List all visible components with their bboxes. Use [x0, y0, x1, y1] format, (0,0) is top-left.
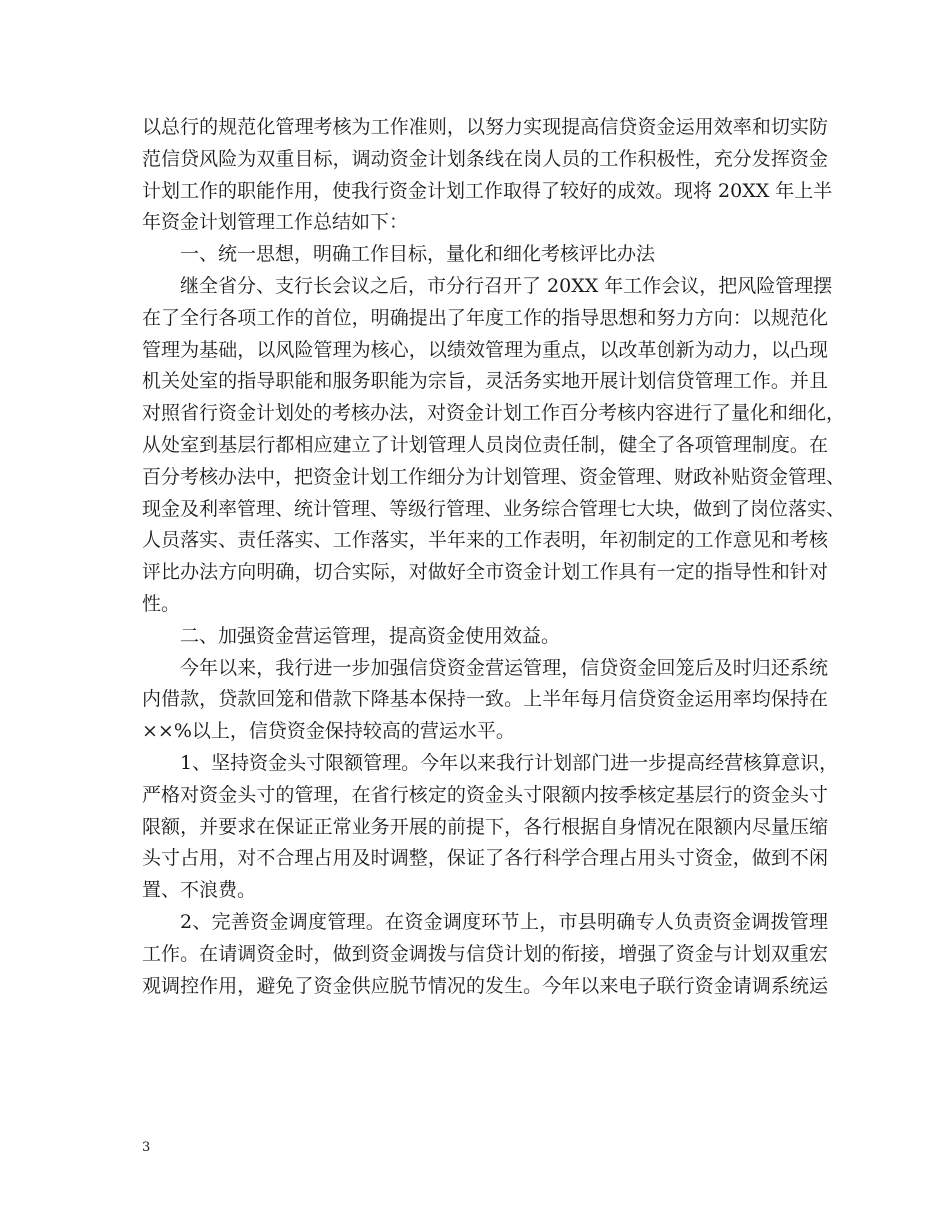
text-line: 1、坚持资金头寸限额管理。今年以来我行计划部门进一步提高经营核算意识，: [180, 751, 839, 774]
text-line: 在了全行各项工作的首位，明确提出了年度工作的指导思想和努力方向：以规范化: [142, 306, 828, 329]
text-line: 计划工作的职能作用，使我行资金计划工作取得了较好的成效。现将 20XX 年上半: [142, 179, 833, 202]
text-line: 严格对资金头寸的管理，在省行核定的资金头寸限额内按季核定基层行的资金头寸: [142, 783, 828, 806]
text-line: 机关处室的指导职能和服务职能为宗旨，灵活务实地开展计划信贷管理工作。并且: [142, 370, 828, 393]
text-line: 今年以来，我行进一步加强信贷资金营运管理，信贷资金回笼后及时归还系统: [180, 656, 828, 679]
text-line: 对照省行资金计划处的考核办法，对资金计划工作百分考核内容进行了量化和细化，: [142, 402, 846, 425]
text-line: 继全省分、支行长会议之后，市分行召开了 20XX 年工作会议，把风险管理摆: [180, 274, 833, 297]
page-number: 3: [142, 1140, 151, 1155]
text-line: 年资金计划管理工作总结如下：: [142, 211, 409, 234]
body-text: [142, 112, 846, 1002]
text-line: 范信贷风险为双重目标，调动资金计划条线在岗人员的工作积极性，充分发挥资金: [142, 147, 828, 170]
text-line: 现金及利率管理、统计管理、等级行管理、业务综合管理七大块，做到了岗位落实、: [142, 497, 846, 520]
text-line: 2、完善资金调度管理。在资金调度环节上，市县明确专人负责资金调拨管理: [180, 910, 828, 933]
text-line: 置、不浪费。: [142, 879, 257, 902]
section-heading: 二、加强资金营运管理，提高资金使用效益。: [180, 624, 561, 647]
text-line: 从处室到基层行都相应建立了计划管理人员岗位责任制，健全了各项管理制度。在: [142, 433, 828, 456]
section-heading: 一、统一思想，明确工作目标，量化和细化考核评比办法: [180, 243, 656, 266]
text-line: 评比办法方向明确，切合实际，对做好全市资金计划工作具有一定的指导性和针对: [142, 561, 828, 584]
text-line: 内借款，贷款回笼和借款下降基本保持一致。上半年每月信贷资金运用率均保持在: [142, 688, 828, 711]
text-line: 限额，并要求在保证正常业务开展的前提下，各行根据自身情况在限额内尽量压缩: [142, 815, 828, 838]
text-line: 以总行的规范化管理考核为工作准则，以努力实现提高信贷资金运用效率和切实防: [142, 116, 828, 138]
text-line: 头寸占用，对不合理占用及时调整，保证了各行科学合理占用头寸资金，做到不闲: [142, 847, 828, 870]
text-line: 管理为基础，以风险管理为核心，以绩效管理为重点，以改革创新为动力，以凸现: [142, 338, 828, 361]
text-line: ××%以上，信贷资金保持较高的营运水平。: [142, 720, 515, 743]
text-line: 人员落实、责任落实、工作落实，半年来的工作表明，年初制定的工作意见和考核: [142, 529, 828, 552]
text-line: 观调控作用，避免了资金供应脱节情况的发生。今年以来电子联行资金请调系统运: [142, 974, 828, 997]
text-line: 工作。在请调资金时，做到资金调拨与信贷计划的衔接，增强了资金与计划双重宏: [142, 942, 828, 965]
text-line: 性。: [142, 592, 181, 615]
text-line: 百分考核办法中，把资金计划工作细分为计划管理、资金管理、财政补贴资金管理、: [142, 465, 846, 488]
